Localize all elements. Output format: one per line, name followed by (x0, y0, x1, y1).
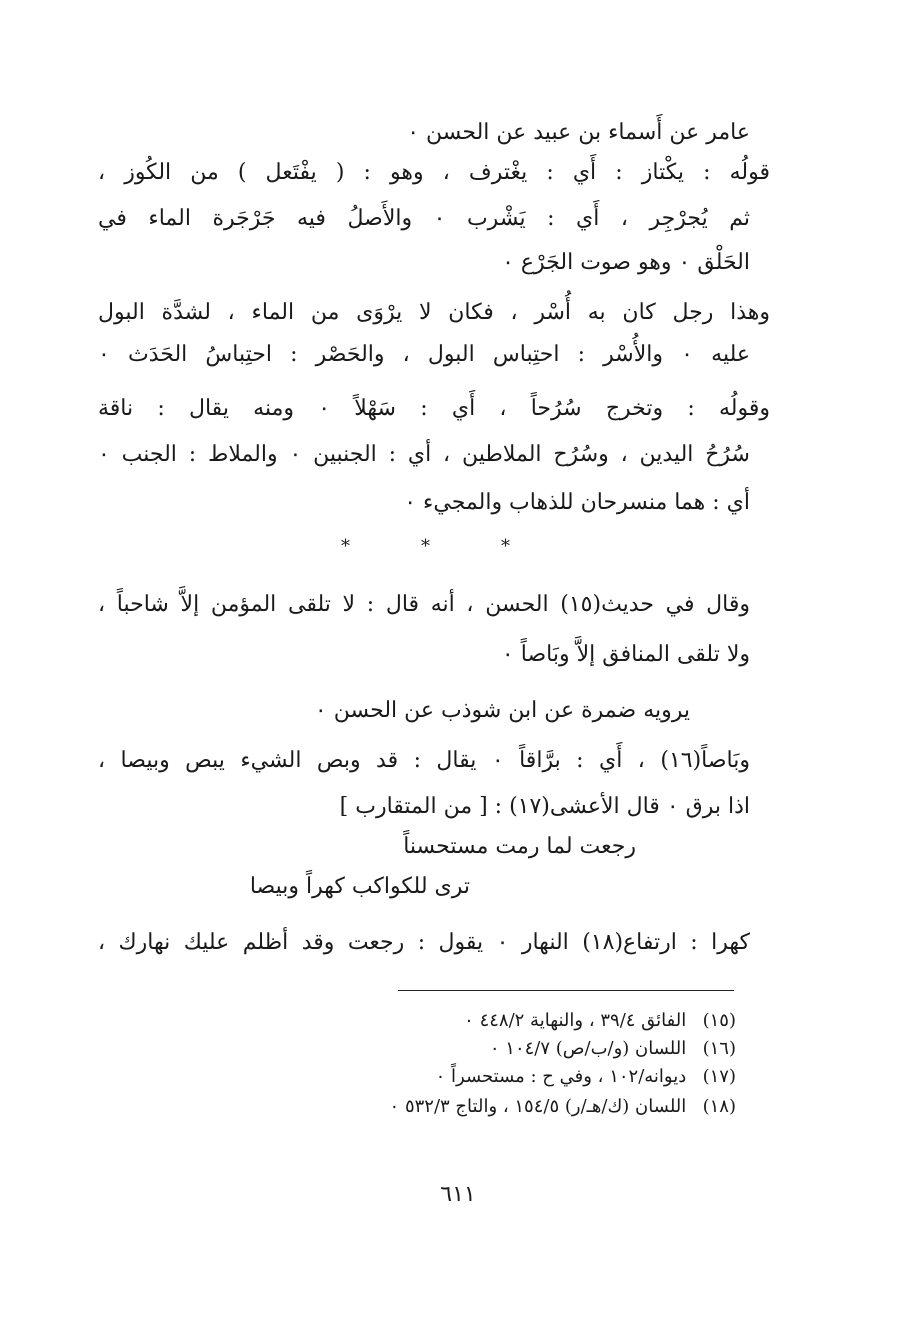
footnote-number: (١٥) (702, 1010, 736, 1031)
star-ornament: * (421, 536, 430, 557)
footnote-text: الفائق ٣٩/٤ ، والنهاية ٤٤٨/٢ ٠ (464, 1010, 687, 1031)
text-line: يرويه ضمرة عن ابن شوذب عن الحسن ٠ (314, 698, 690, 723)
footnote (490, 1036, 736, 1062)
section-divider-stars (330, 532, 510, 562)
footnote-separator (398, 990, 734, 991)
footnote-number: (١٧) (702, 1066, 736, 1087)
text-line: سُرُحُ اليدين ، وسُرُح الملاطين ، أي : الجنبين ٠ والملاط : الجنب ٠ (98, 442, 750, 467)
footnote-number: (١٨) (702, 1096, 736, 1117)
footnote-text: اللسان (و/ب/ص) ١٠٤/٧ ٠ (489, 1038, 687, 1059)
footnote-number: (١٦) (702, 1038, 736, 1059)
verse-line: ترى للكواكب كهراً وبيصا (249, 874, 470, 899)
text-line: وهذا رجل كان به أُسْر ، فكان لا يرْوَى من الماء ، لشدَّة البول (98, 300, 770, 325)
footnote (436, 1064, 736, 1090)
text-line: ولا تلقى المنافق إلاَّ وبَاصاً ٠ (501, 642, 750, 667)
text-line: قولُه : يكْتاز : أَي : يغْترف ، وهو : ( يفْتَعل ) من الكُوز ، (98, 160, 770, 185)
text-line: عليه ٠ والأُسْر : احتِباس البول ، والحَصْر : احتِباسُ الحَدَث ٠ (98, 342, 750, 367)
footnote (464, 1008, 736, 1034)
text-line: كهرا : ارتفاع(١٨) النهار ٠ يقول : رجعت وقد أظلم عليك نهارك ، (98, 930, 750, 955)
star-ornament: * (341, 536, 350, 557)
text-line: اذا برق ٠ قال الأعشى(١٧) : [ من المتقارب ] (339, 794, 750, 819)
verse-line: رجعت لما رمت مستحسناً (403, 834, 636, 859)
footnote-text: ديوانه/١٠٢ ، وفي ح : مستحسراً ٠ (435, 1066, 687, 1087)
text-line: وقال في حديث(١٥) الحسن ، أنه قال : لا تلقى المؤمن إلاَّ شاحباً ، (98, 592, 750, 617)
page-number: ٦١١ (440, 1182, 476, 1207)
footnote-text: اللسان (ك/هـ/ر) ١٥٤/٥ ، والتاج ٥٣٢/٣ ٠ (389, 1096, 687, 1117)
text-line: أي : هما منسرحان للذهاب والمجيء ٠ (404, 490, 750, 515)
text-line: الحَلْق ٠ وهو صوت الجَرْع ٠ (502, 250, 750, 275)
text-line: ثم يُجرْجِر ، أَي : يَشْرب ٠ والأَصلُ فيه جَرْجَرة الماء في (98, 206, 750, 231)
text-line: وقولُه : وتخرج سُرُحاً ، أَي : سَهْلاً ٠ ومنه يقال : ناقة (98, 396, 770, 421)
text-line: وبَاصاً(١٦) ، أَي : برَّاقاً ٠ يقال : قد وبص الشيء يبص وبيصا ، (98, 748, 750, 773)
footnote (390, 1094, 736, 1120)
text-line: عامر عن أَسماء بن عبيد عن الحسن ٠ (407, 120, 750, 145)
star-ornament: * (501, 536, 510, 557)
